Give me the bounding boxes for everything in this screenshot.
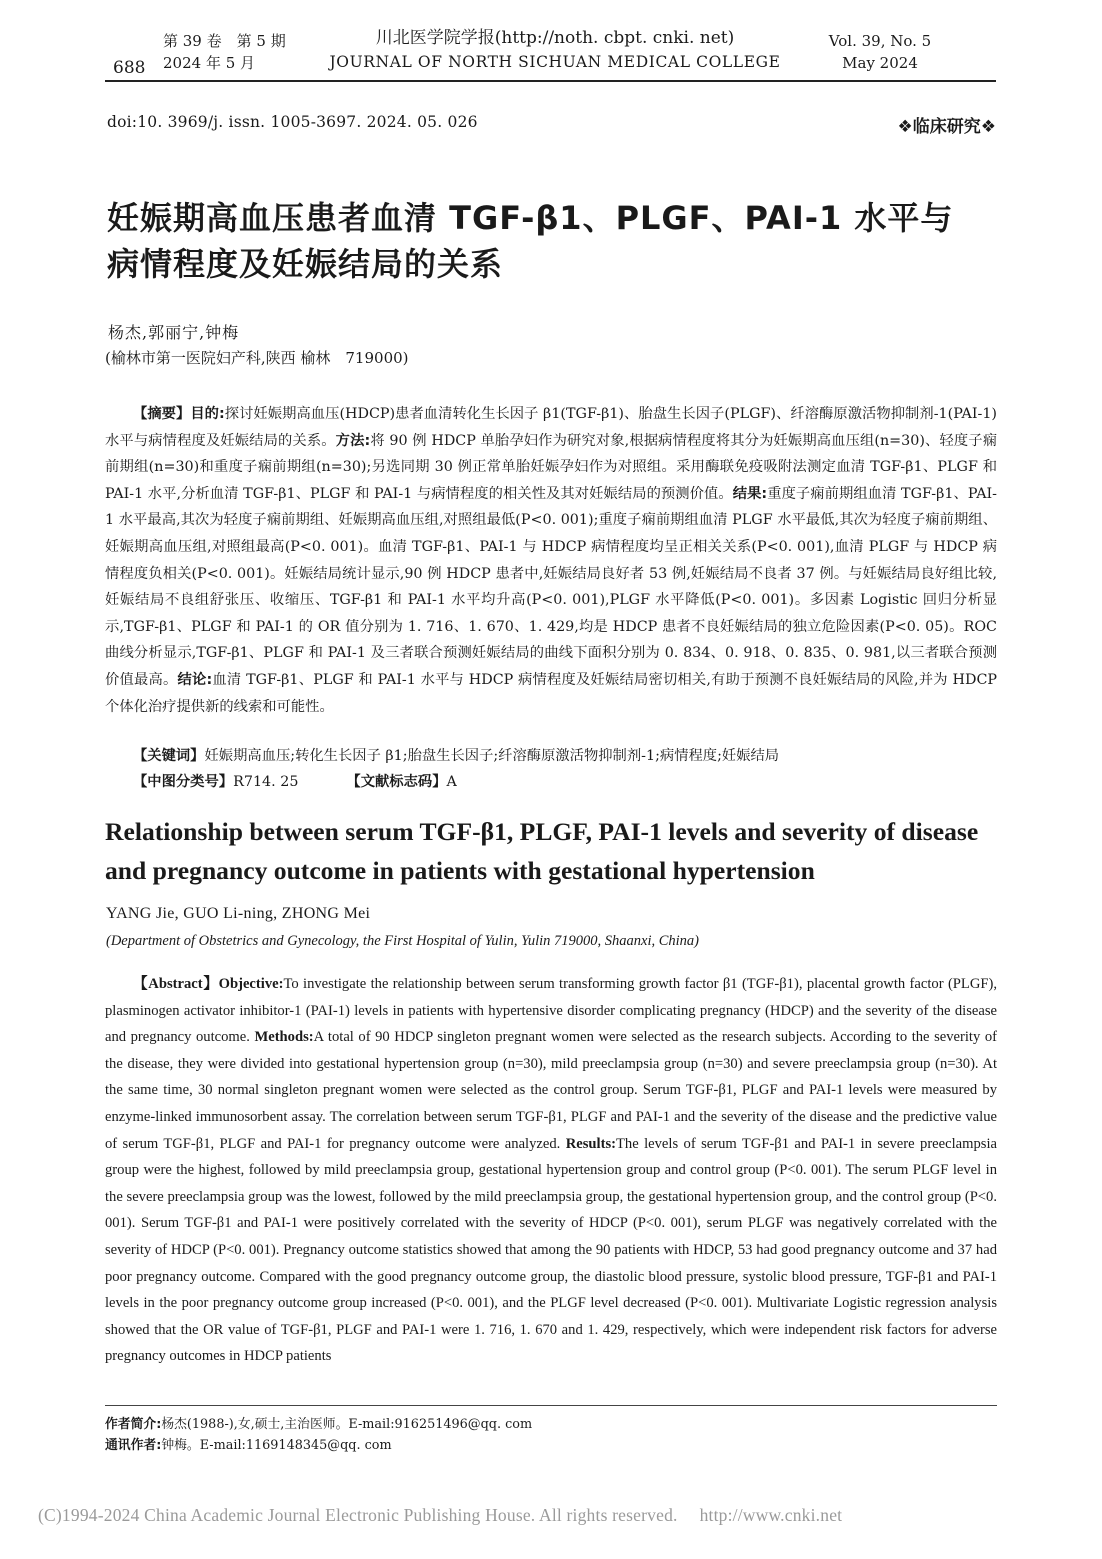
issue-volume-en: Vol. 39, No. 5: [828, 32, 932, 50]
article-title-cn: [107, 195, 1002, 287]
issue-info-en: [820, 30, 940, 74]
objective-text-en: To investigate the relationship between serum transforming growth factor β1 (TGF-β1), placental growth factor (PLGF), plasminogen activator inhibitor-1 (PAI-1) levels in patients with hypertensive disorder complicating pregnancy (HDCP) and the severity of the disease and pregnancy outcome.: [105, 976, 997, 1046]
objective-label-en: Objective:: [218, 976, 284, 992]
title-cn-line-2: 病情程度及妊娠结局的关系: [107, 245, 504, 283]
footnote-corresponding-label: 通讯作者:: [105, 1438, 162, 1453]
abstract-en-label: 【Abstract】: [133, 976, 219, 992]
authors-cn: 杨杰,郭丽宁,钟梅: [108, 323, 240, 342]
keywords-label-cn: 【关键词】: [133, 748, 205, 764]
copyright-notice: (C)1994-2024 China Academic Journal Electronic Publishing House. All rights reserved.: [38, 1505, 678, 1525]
affiliation-en: (Department of Obstetrics and Gynecology, the First Hospital of Yulin, Yulin 719000, Shaanxi, China): [106, 933, 700, 949]
results-label-cn: 结果:: [732, 485, 768, 502]
methods-text-en: A total of 90 HDCP singleton pregnant women were selected as the research subjects. According to the severity of the disease, they were divided into gestational hypertension group (n=30), mild preeclampsia group (n=30) and severe preeclampsia group (n=30). At the same time, 30 normal singleton pregnant women were selected as the control group. Serum TGF-β1, PLGF and PAI-1 levels were measured by enzyme-linked immunosorbent assay. The correlation between serum TGF-β1, PLGF and PAI-1 and the severity of the disease and the predictive value of serum TGF-β1, PLGF and PAI-1 for pregnancy outcome were analyzed.: [105, 1029, 997, 1152]
footnote-rule: [105, 1405, 997, 1406]
methods-text-cn: 将 90 例 HDCP 单胎孕妇作为研究对象,根据病情程度将其分为妊娠期高血压组(n=30)、轻度子痫前期组(n=30)和重度子痫前期组(n=30);另选同期 30 例正常单胎妊娠孕妇作为对照组。采用酶联免疫吸附法测定血清 TGF-β1、PLGF 和 PAI-1 水平,分析血清 TGF-β1、PLGF 和 PAI-1 与病情程度的相关性及其对妊娠结局的预测价值。: [105, 432, 998, 502]
issue-volume-cn: 第 39 卷 第 5 期: [163, 32, 286, 50]
abstract-en-body: [105, 971, 997, 1370]
keywords-cn: [133, 745, 1003, 765]
journal-name-cn: 川北医学院学报(http://noth. cbpt. cnki. net): [375, 28, 735, 48]
methods-label-cn: 方法:: [335, 432, 371, 449]
keywords-text-cn: 妊娠期高血压;转化生长因子 β1;胎盘生长因子;纤溶酶原激活物抑制剂-1;病情程度;妊娠结局: [204, 748, 780, 764]
results-text-en: The levels of serum TGF-β1 and PAI-1 in severe preeclampsia group were the highest, followed by mild preeclampsia group, gestational hypertension group and control group (P<0. 001). The serum PLGF level in the severe preeclampsia group was the lowest, followed by the mild preeclampsia group, the gestational hypertension group, and the control group (P<0. 001). Serum TGF-β1 and PAI-1 were positively correlated with the severity of HDCP (P<0. 001), serum PLGF was negatively correlated with the severity of HDCP (P<0. 001). Pregnancy outcome statistics showed that among the 90 patients with HDCP, 53 had good pregnancy outcome and 37 had poor pregnancy outcome. Compared with the good pregnancy outcome group, the diastolic blood pressure, systolic blood pressure, TGF-β1 and PAI-1 levels in the poor pregnancy outcome group increased (P<0. 001), and the PLGF level decreased (P<0. 001). Multivariate Logistic regression analysis showed that the OR value of TGF-β1, PLGF and PAI-1 were 1. 716, 1. 670 and 1. 429, respectively, which were independent risk factors for adverse pregnancy outcomes in HDCP patients: [105, 1135, 997, 1365]
clc-label: 【中图分类号】: [133, 774, 234, 790]
footnote-corresponding-text: 钟梅。E-mail:1169148345@qq. com: [161, 1438, 392, 1453]
footnote-author: [105, 1413, 532, 1432]
section-tag: ❖临床研究❖: [897, 117, 996, 137]
abstract-en: [105, 971, 997, 1370]
issue-date-en: May 2024: [842, 54, 918, 72]
results-text-cn: 重度子痫前期组血清 TGF-β1、PAI-1 水平最高,其次为轻度子痫前期组、妊娠期高血压组,对照组最低(P<0. 001);重度子痫前期组血清 PLGF 水平最低,其次为轻度子痫前期组、妊娠期高血压组,对照组最高(P<0. 001)。血清 TGF-β1、PAI-1 与 HDCP 病情程度均呈正相关关系(P<0. 001),血清 PLGF 与 HDCP 病情程度负相关(P<0. 001)。妊娠结局统计显示,90 例 HDCP 患者中,妊娠结局良好者 53 例,妊娠结局不良者 37 例。与妊娠结局良好组比较,妊娠结局不良组舒张压、收缩压、TGF-β1 和 PAI-1 水平均升高(P<0. 001),PLGF 水平降低(P<0. 001)。多因素 Logistic 回归分析显示,TGF-β1、PLGF 和 PAI-1 的 OR 值分别为 1. 716、1. 670、1. 429,均是 HDCP 患者不良妊娠结局的独立危险因素(P<0. 05)。ROC 曲线分析显示,TGF-β1、PLGF 和 PAI-1 及三者联合预测妊娠结局的曲线下面积分别为 0. 834、0. 918、0. 835、0. 981,以三者联合预测价值最高。: [105, 485, 997, 688]
conclusion-label-cn: 结论:: [177, 671, 213, 688]
journal-name: [320, 26, 790, 74]
header-rule: [105, 80, 996, 82]
methods-label-en: Methods:: [254, 1029, 314, 1046]
issue-info-cn: [163, 30, 286, 74]
abstract-cn: [105, 401, 997, 720]
classification-line: [133, 771, 1003, 791]
clc-code: R714. 25: [233, 774, 299, 790]
copyright-url[interactable]: http://www.cnki.net: [699, 1505, 843, 1525]
issue-date-cn: 2024 年 5 月: [163, 54, 256, 72]
affiliation-cn: (榆林市第一医院妇产科,陕西 榆林 719000): [105, 349, 409, 367]
article-title-en: Relationship between serum TGF-β1, PLGF, PAI-1 levels and severity of disease and pregnancy outcome in patients with gestational hypertension: [105, 817, 979, 885]
objective-text-cn: 探讨妊娠期高血压(HDCP)患者血清转化生长因子 β1(TGF-β1)、胎盘生长因子(PLGF)、纤溶酶原激活物抑制剂-1(PAI-1)水平与病情程度及妊娠结局的关系。: [105, 406, 998, 449]
doc-code: A: [446, 774, 457, 790]
abstract-cn-label: 【摘要】: [133, 406, 191, 422]
title-cn-line-1: 妊娠期高血压患者血清 TGF-β1、PLGF、PAI-1 水平与: [107, 199, 954, 237]
doi: doi:10. 3969/j. issn. 1005-3697. 2024. 05. 026: [107, 113, 478, 131]
abstract-cn-body: [105, 401, 997, 720]
footnote-corresponding: [105, 1434, 392, 1453]
journal-name-en: JOURNAL OF NORTH SICHUAN MEDICAL COLLEGE: [329, 53, 781, 71]
conclusion-text-cn: 血清 TGF-β1、PLGF 和 PAI-1 水平与 HDCP 病情程度及妊娠结局密切相关,有助于预测不良妊娠结局的风险,并为 HDCP 个体化治疗提供新的线索和可能性。: [105, 671, 998, 715]
copyright-footer: [38, 1505, 842, 1526]
footnote-author-label: 作者简介:: [105, 1417, 162, 1432]
page-number: 688: [113, 58, 146, 78]
authors-en: YANG Jie, GUO Li-ning, ZHONG Mei: [106, 905, 371, 922]
doc-code-label: 【文献标志码】: [346, 774, 447, 790]
results-label-en: Results:: [565, 1135, 616, 1152]
objective-label-cn: 目的:: [190, 406, 225, 422]
footnote-author-text: 杨杰(1988-),女,硕士,主治医师。E-mail:916251496@qq. com: [161, 1417, 533, 1432]
